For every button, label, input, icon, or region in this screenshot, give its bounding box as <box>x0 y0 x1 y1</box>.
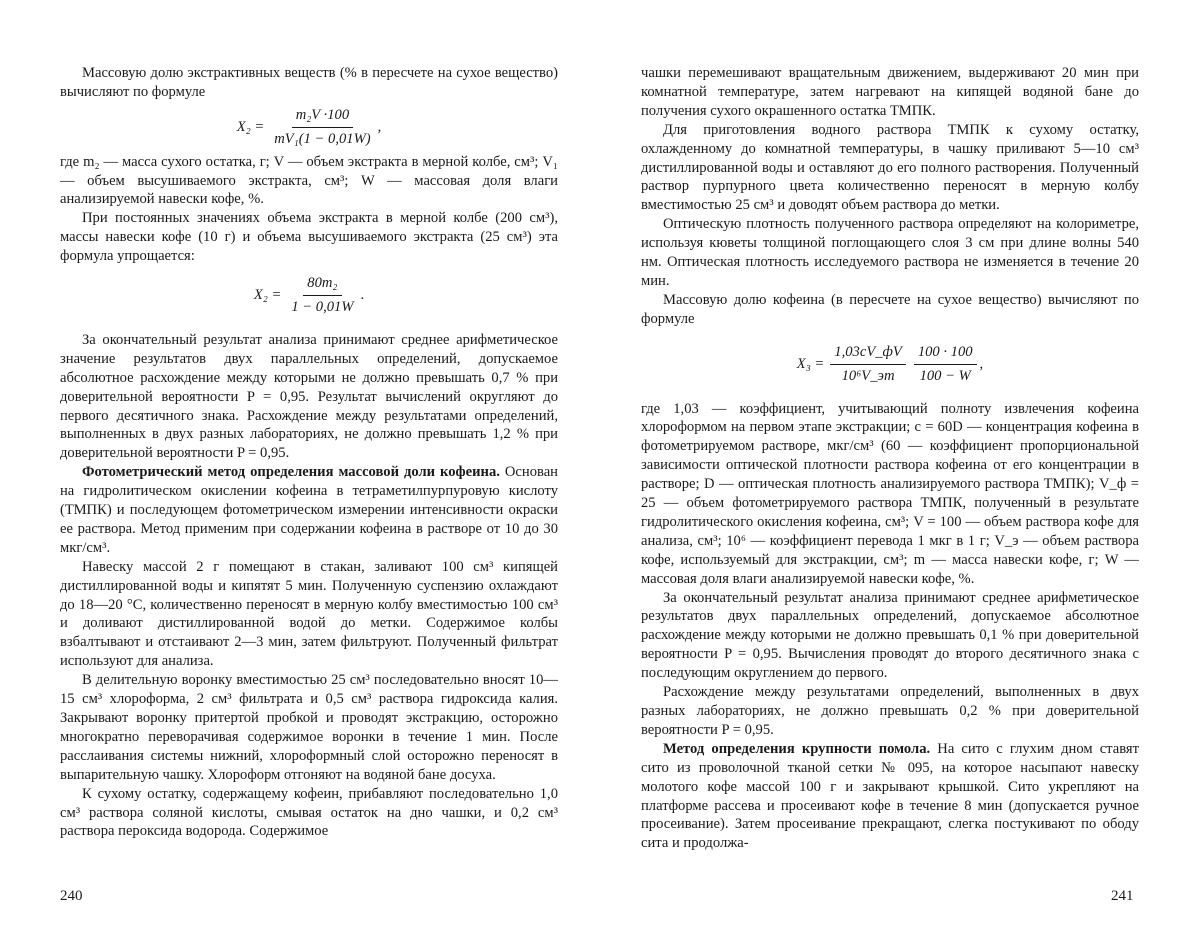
paragraph: чашки перемешивают вращательным движением, выдерживают 20 мин при комнатной температуре, затем нагревают на кипящей водяной бане до получения сухого окрашенного остатка ТМПК. <box>641 65 1139 119</box>
paragraph: Для приготовления водного раствора ТМПК к сухому остатку, охлажденному до комнатной температуры, в чашку приливают 5—10 см³ дистиллированной воды и оставляют до его полного растворения. Полученный раствор пурпурного цвета количественно переносят в мерную колбу вместимостью 25 см³ и доводят объем раствора до метки. <box>641 121 1139 214</box>
formula-denominator: 1 − 0,01W <box>291 298 354 315</box>
formula-caffeine <box>641 343 1139 386</box>
section-heading: Метод определения крупности помола. <box>663 740 931 757</box>
formula-punct: , <box>979 355 984 372</box>
paragraph: Оптическую плотность полученного раствора определяют на колориметре, используя кюветы толщиной поглощающего слоя 3 см при длине волны 540 нм. Оптическая плотность исследуемого раствора не изменяется в течение 20 мин. <box>641 216 1139 289</box>
paragraph-text: На сито с глухим дном ставят сито из проволочной тканой сетки № 095, на которое насыпают навеску молотого кофе массой 100 г и закрывают крышкой. Сито укрепляют на платформе рассева и просеивают кофе в течение 8 мин (допускается ручное просеивание). Затем просеивание прекращают, слегка постукивают по ободу сита и продолжа- <box>641 740 1140 852</box>
formula-numerator: 80m₂ <box>303 274 341 296</box>
formula-punct: . <box>360 287 365 304</box>
paragraph: Массовую долю кофеина (в пересчете на сухое вещество) вычисляют по формуле <box>641 291 1139 327</box>
formula-lhs: X₂ = <box>253 287 282 304</box>
formula-fraction <box>287 274 357 317</box>
formula-numerator: 100 · 100 <box>914 343 977 365</box>
page-number-left: 240 <box>60 888 83 904</box>
paragraph: В делительную воронку вместимостью 25 см³ последовательно вносят 10—15 см³ хлороформа, 2 см³ фильтрата и 0,5 см³ раствора гидроксида калия. Закрывают воронку притертой пробкой и проводят экстракцию, осторожно многократно переворачивая содержимое воронки в течение 1 мин. После расслаивания системы нижний, хлороформный слой осторожно переносят в выпарительную чашку. Хлороформ отгоняют на водяной бане досуха. <box>60 672 558 783</box>
formula-extractives <box>60 106 558 149</box>
paragraph: Навеску массой 2 г помещают в стакан, заливают 100 см³ кипящей дистиллированной воды и кипятят 5 мин. Полученную суспензию охлаждают до 18—20 °С, количественно переносят в мерную колбу вместимостью 100 см³ и доливают дистиллированной водой до метки. Содержимое колбы взбалтывают и отстаивают 2—3 мин, затем фильтруют. Полученный фильтрат используют для анализа. <box>60 558 558 670</box>
formula-denominator: 100 − W <box>919 367 971 384</box>
formula-fraction <box>270 106 374 149</box>
formula-denominator: mV₁(1 − 0,01W) <box>274 130 371 147</box>
paragraph: При постоянных значениях объема экстракта в мерной колбе (200 см³), массы навески кофе (10 г) и объема высушиваемого экстракта (25 см³) эта формула упрощается: <box>60 210 558 265</box>
formula-fraction <box>914 343 977 386</box>
paragraph-text: Основан на гидролитическом окислении кофеина в тетраметилпурпуровую кислоту (ТМПК) и последующем фотометрическом измерении интенсивности окраски ее раствора. Метод применим при содержании кофеина в растворе от 10 до 30 мкг/см³. <box>60 464 558 556</box>
paragraph: За окончательный результат анализа принимают среднее арифметическое значение результатов двух параллельных определений, допускаемое абсолютное расхождение между которыми не должно превышать 0,7 % при доверительной вероятности P = 0,95. Результат вычислений округляют до первого десятичного знака. Расхождение между результатами определений, выполненных в двух разных лабораториях, не должно превышать 1,2 % при доверительной вероятности P = 0,95. <box>60 331 558 462</box>
paragraph-grinding <box>641 740 1139 853</box>
formula-denominator: 10⁶V_эm <box>841 367 895 384</box>
right-page <box>641 64 1139 853</box>
page-number-right: 241 <box>1111 888 1134 904</box>
paragraph: За окончательный результат анализа принимают среднее арифметическое результатов двух параллельных определений, допускаемое абсолютное расхождение между которыми не должно превышать 0,1 % при доверительной вероятности P = 0,95. Вычисления проводят до второго десятичного знака с последующим округлением до первого. <box>641 589 1139 682</box>
formula-simplified <box>60 274 558 317</box>
section-heading: Фотометрический метод определения массовой доли кофеина. <box>82 464 500 481</box>
paragraph: где 1,03 — коэффициент, учитывающий полноту извлечения кофеина хлороформом на первом этапе экстракции; c = 60D — концентрация кофеина в фотометрируемом растворе, мкг/см³ (60 — коэффициент пропорциональной зависимости оптической плотности раствора кофеина от его концентрации в растворе; D — оптическая плотность анализируемого раствора ТМПК); V_ф = 25 — объем фотометрируемого раствора ТМПК, полученный в результате гидролитического окисления кофеина, см³; V = 100 — объем раствора кофе для анализа, см³; 10⁶ — коэффициент перевода 1 мкг в 1 г; V_э — объем раствора кофе, используемый для экстракции, см³; m — масса навески кофе, г; W — массовая доля влаги анализируемой навески кофе, %. <box>641 400 1139 587</box>
formula-numerator: 1,03cV_фV <box>830 343 906 365</box>
formula-punct: , <box>377 118 382 135</box>
paragraph: Массовую долю экстрактивных веществ (% в пересчете на сухое вещество) вычисляют по формуле <box>60 65 558 100</box>
paragraph-photometric <box>60 463 558 558</box>
paragraph: Расхождение между результатами определений, выполненных в двух разных лабораториях, не должно превышать 0,2 % при доверительной вероятности P = 0,95. <box>641 684 1139 738</box>
paragraph: где m₂ — масса сухого остатка, г; V — объем экстракта в мерной колбе, см³; V₁ — объем высушиваемого экстракта, см³; W — массовая доля влаги анализируемой навески кофе, %. <box>60 153 558 208</box>
formula-numerator: m₂V ·100 <box>292 106 353 128</box>
formula-fraction <box>830 343 906 386</box>
paragraph: К сухому остатку, содержащему кофеин, прибавляют последовательно 1,0 см³ раствора соляной кислоты, смывая остаток на дно чашки, и 0,2 см³ раствора пероксида водорода. Содержимое <box>60 785 558 840</box>
formula-lhs: X₂ = <box>236 118 265 135</box>
formula-lhs: X₃ = <box>796 355 825 372</box>
left-page <box>60 64 558 841</box>
